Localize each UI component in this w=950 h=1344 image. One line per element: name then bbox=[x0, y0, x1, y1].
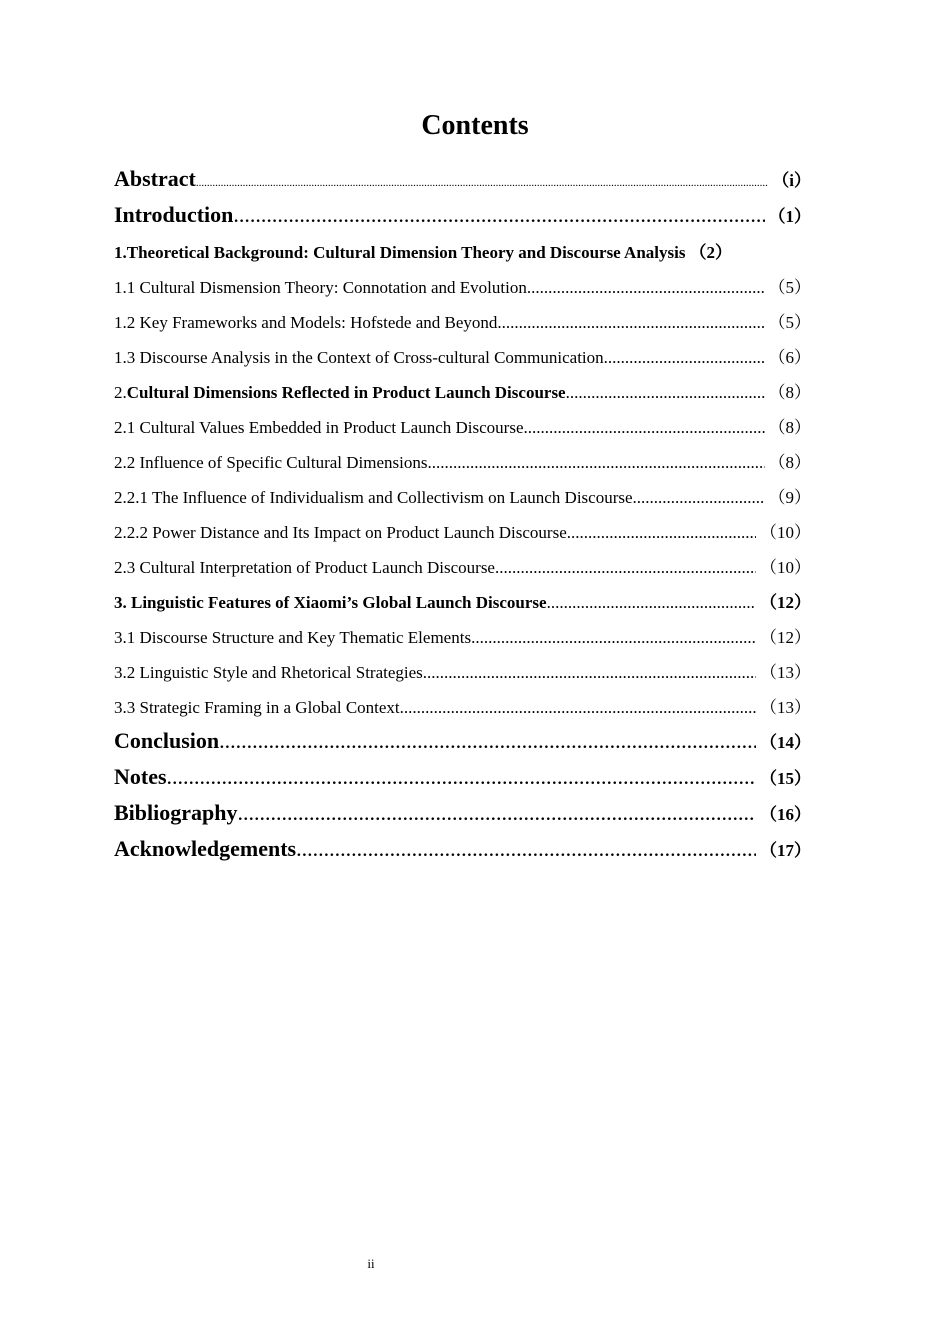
toc-entry-introduction[interactable] bbox=[114, 202, 811, 238]
toc-page-number: （17） bbox=[760, 841, 811, 860]
toc-entry-section-2-2-1[interactable] bbox=[114, 483, 811, 518]
dot-leader bbox=[296, 836, 756, 862]
toc-page-number: （6） bbox=[768, 348, 811, 367]
toc-entry-label: 3.3 Strategic Framing in a Global Context bbox=[114, 698, 400, 717]
table-of-contents bbox=[114, 166, 811, 872]
dot-leader bbox=[567, 523, 756, 543]
toc-page-number: （8） bbox=[768, 383, 811, 402]
toc-page-number: （1） bbox=[768, 207, 811, 226]
toc-page-number: （2） bbox=[689, 243, 732, 262]
toc-entry-label: 3. Linguistic Features of Xiaomi’s Global Launch Discourse bbox=[114, 593, 547, 612]
toc-page-number: （13） bbox=[760, 698, 811, 717]
page-footer-number: ii bbox=[367, 1256, 375, 1271]
toc-entry-section-2-1[interactable] bbox=[114, 413, 811, 448]
toc-entry-label: Cultural Dimensions Reflected in Product Launch Discourse bbox=[126, 383, 566, 402]
toc-entry-label: 1.3 Discourse Analysis in the Context of Cross-cultural Communication bbox=[114, 348, 604, 367]
dot-leader bbox=[196, 166, 768, 192]
toc-entry-label: 2.3 Cultural Interpretation of Product Launch Discourse bbox=[114, 558, 495, 577]
dot-leader bbox=[167, 764, 756, 790]
dot-leader bbox=[497, 313, 764, 333]
toc-page-number: （16） bbox=[760, 805, 811, 824]
toc-entry-label: 2.2 Influence of Specific Cultural Dimensions bbox=[114, 453, 428, 472]
toc-entry-label: 2.2.1 The Influence of Individualism and Collectivism on Launch Discourse bbox=[114, 488, 633, 507]
toc-entry-section-1-2[interactable] bbox=[114, 308, 811, 343]
toc-page-number: （5） bbox=[768, 313, 811, 332]
toc-entry-label: 3.1 Discourse Structure and Key Thematic Elements bbox=[114, 628, 472, 647]
toc-entry-label: 2.2.2 Power Distance and Its Impact on Product Launch Discourse bbox=[114, 523, 567, 542]
dot-leader bbox=[423, 663, 756, 683]
toc-page-number: （13） bbox=[760, 663, 811, 682]
toc-page-number: （8） bbox=[768, 453, 811, 472]
toc-entry-chapter-1[interactable] bbox=[114, 238, 811, 273]
toc-entry-section-3-3[interactable] bbox=[114, 693, 811, 728]
toc-page-number: （14） bbox=[760, 733, 811, 752]
toc-page-number: （8） bbox=[768, 418, 811, 437]
dot-leader bbox=[471, 628, 756, 648]
toc-entry-section-2-3[interactable] bbox=[114, 553, 811, 588]
toc-entry-notes[interactable] bbox=[114, 764, 811, 800]
dot-leader bbox=[495, 558, 756, 578]
toc-entry-label: Acknowledgements bbox=[114, 836, 297, 861]
toc-entry-abstract[interactable] bbox=[114, 166, 811, 202]
toc-entry-section-2-2[interactable] bbox=[114, 448, 811, 483]
toc-entry-conclusion[interactable] bbox=[114, 728, 811, 764]
toc-entry-section-2-2-2[interactable] bbox=[114, 518, 811, 553]
toc-page-number: （10） bbox=[760, 558, 811, 577]
toc-entry-bibliography[interactable] bbox=[114, 800, 811, 836]
toc-entry-chapter-2[interactable] bbox=[114, 378, 811, 413]
toc-entry-number: 2. bbox=[114, 383, 127, 402]
dot-leader bbox=[233, 202, 764, 228]
page-title: Contents bbox=[421, 110, 529, 141]
dot-leader bbox=[400, 698, 756, 718]
toc-entry-label: 1.Theoretical Background: Cultural Dimension Theory and Discourse Analysis bbox=[114, 243, 686, 262]
toc-page-number: （15） bbox=[760, 769, 811, 788]
toc-entry-label: Notes bbox=[114, 764, 167, 789]
toc-entry-label: Conclusion bbox=[114, 728, 220, 753]
toc-page-number: （5） bbox=[768, 278, 811, 297]
dot-leader bbox=[527, 278, 765, 298]
toc-entry-acknowledgements[interactable] bbox=[114, 836, 811, 872]
dot-leader bbox=[547, 593, 756, 613]
toc-entry-label: 1.2 Key Frameworks and Models: Hofstede and Beyond bbox=[114, 313, 498, 332]
dot-leader bbox=[524, 418, 765, 438]
toc-page-number: （i） bbox=[772, 171, 811, 190]
toc-entry-label: 2.1 Cultural Values Embedded in Product Launch Discourse bbox=[114, 418, 524, 437]
dot-leader bbox=[633, 488, 765, 508]
dot-leader bbox=[237, 800, 756, 826]
toc-entry-chapter-3[interactable] bbox=[114, 588, 811, 623]
toc-entry-section-3-1[interactable] bbox=[114, 623, 811, 658]
toc-page-number: （9） bbox=[768, 488, 811, 507]
dot-leader bbox=[604, 348, 765, 368]
dot-leader bbox=[566, 383, 765, 403]
toc-page-number: （12） bbox=[760, 593, 811, 612]
toc-entry-label: Bibliography bbox=[114, 800, 238, 825]
toc-entry-label: 1.1 Cultural Dismension Theory: Connotation and Evolution bbox=[114, 278, 527, 297]
toc-entry-section-1-1[interactable] bbox=[114, 273, 811, 308]
dot-leader bbox=[427, 453, 764, 473]
toc-entry-label: 3.2 Linguistic Style and Rhetorical Strategies bbox=[114, 663, 423, 682]
dot-leader bbox=[219, 728, 756, 754]
toc-entry-section-1-3[interactable] bbox=[114, 343, 811, 378]
toc-entry-section-3-2[interactable] bbox=[114, 658, 811, 693]
toc-page-number: （10） bbox=[760, 523, 811, 542]
toc-page-number: （12） bbox=[760, 628, 811, 647]
toc-entry-label: Abstract bbox=[114, 166, 196, 191]
toc-entry-label: Introduction bbox=[114, 202, 234, 227]
